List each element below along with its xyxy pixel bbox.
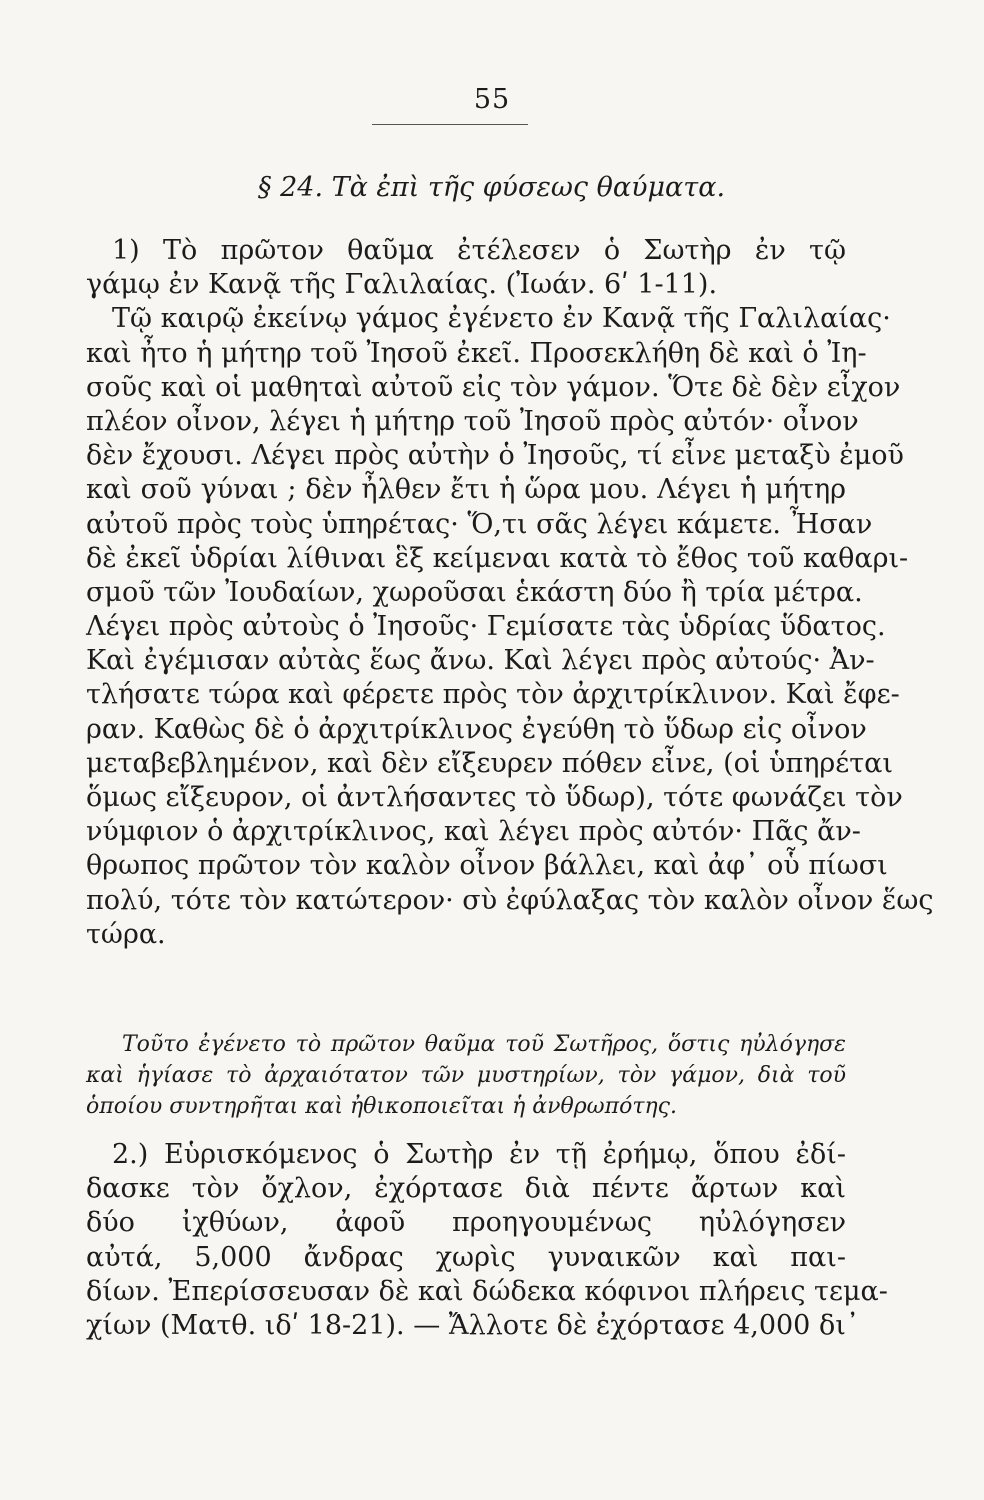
text-line: δίων. Ἐπερίσσευσαν δὲ καὶ δώδεκα κόφινοι πλήρεις τεμα- [86, 1275, 888, 1307]
header-rule [372, 124, 528, 125]
text-line: τώρα. [86, 918, 166, 950]
text-line: ραν. Καθὼς δὲ ὁ ἀρχιτρίκλινος ἐγεύθη τὸ ὕδωρ εἰς οἶνον [86, 713, 867, 745]
paragraph-2 [86, 1138, 888, 1343]
text-line: δὲ ἐκεῖ ὑδρίαι λίθιναι ἓξ κείμεναι κατὰ τὸ ἔθος τοῦ καθαρι- [86, 542, 909, 574]
paragraph-1 [86, 234, 934, 952]
text-line: θρωπος πρῶτον τὸν καλὸν οἶνον βάλλει, καὶ ἀφ᾽ οὗ πίωσι [86, 850, 888, 882]
text-line: σοῦς καὶ οἱ μαθηταὶ αὐτοῦ εἰς τὸν γάμον. Ὅτε δὲ δὲν εἶχον [86, 371, 901, 403]
page-number: 55 [473, 84, 511, 115]
text-line: μεταβεβλημένον, καὶ δὲν εἴξευρεν πόθεν εἶνε, (οἱ ὑπηρέται [86, 747, 893, 779]
note-line: καὶ ἡγίασε τὸ ἀρχαιότατον τῶν μυστηρίων, τὸν γάμον, διὰ τοῦ [86, 1063, 846, 1088]
text-line: δασκε τὸν ὄχλον, ἐχόρτασε διὰ πέντε ἄρτων καὶ [86, 1173, 846, 1205]
text-line: πολύ, τότε τὸν κατώτερον· σὺ ἐφύλαξας τὸν καλὸν οἶνον ἕως [86, 884, 934, 916]
note-line: ὁποίου συντηρῆται καὶ ἠθικοποιεῖται ἡ ἀνθρωπότης. [86, 1094, 677, 1119]
text-line: Τῷ καιρῷ ἐκείνῳ γάμος ἐγένετο ἐν Κανᾷ τῆς Γαλιλαίας· [112, 303, 891, 335]
text-line: δὲν ἔχουσι. Λέγει πρὸς αὐτὴν ὁ Ἰησοῦς, τί εἶνε μεταξὺ ἐμοῦ [86, 440, 904, 472]
text-line: σμοῦ τῶν Ἰουδαίων, χωροῦσαι ἑκάστη δύο ἢ τρία μέτρα. [86, 576, 863, 608]
text-line: νύμφιον ὁ ἀρχιτρίκλινος, καὶ λέγει πρὸς αὐτόν· Πᾶς ἄν- [86, 816, 861, 848]
text-line: γάμῳ ἐν Κανᾷ τῆς Γαλιλαίας. (Ἰωάν. 6ʹ 1-11). [86, 269, 718, 301]
note-line: Τοῦτο ἐγένετο τὸ πρῶτον θαῦμα τοῦ Σωτῆρος, ὅστις ηὐλόγησε [122, 1032, 846, 1057]
text-line: τλήσατε τώρα καὶ φέρετε πρὸς τὸν ἀρχιτρίκλινον. Καὶ ἔφε- [86, 679, 900, 711]
text-line: Λέγει πρὸς αὐτοὺς ὁ Ἰησοῦς· Γεμίσατε τὰς ὑδρίας ὕδατος. [86, 611, 886, 643]
commentary-note [86, 1029, 846, 1122]
text-line: χίων (Ματθ. ιδʹ 18-21). — Ἄλλοτε δὲ ἐχόρτασε 4,000 δι᾽ [86, 1309, 860, 1341]
text-line: 2.) Εὑρισκόμενος ὁ Σωτὴρ ἐν τῇ ἐρήμῳ, ὅπου ἐδί- [112, 1139, 846, 1170]
text-line: Καὶ ἐγέμισαν αὐτὰς ἕως ἄνω. Καὶ λέγει πρὸς αὐτούς· Ἀν- [86, 645, 875, 677]
text-line: 1) Τὸ πρῶτον θαῦμα ἐτέλεσεν ὁ Σωτὴρ ἐν τῷ [112, 235, 846, 266]
text-line: πλέον οἶνον, λέγει ἡ μήτηρ τοῦ Ἰησοῦ πρὸς αὐτόν· οἶνον [86, 405, 859, 437]
text-line: καὶ ἦτο ἡ μήτηρ τοῦ Ἰησοῦ ἐκεῖ. Προσεκλήθη δὲ καὶ ὁ Ἰη- [86, 337, 867, 369]
text-line: δύο ἰχθύων, ἀφοῦ προηγουμένως ηὐλόγησεν [86, 1207, 846, 1239]
text-line: ὅμως εἴξευρον, οἱ ἀντλήσαντες τὸ ὕδωρ), τότε φωνάζει τὸν [86, 782, 903, 813]
text-line: αὐτοῦ πρὸς τοὺς ὑπηρέτας· Ὅ,τι σᾶς λέγει κάμετε. Ἦσαν [86, 508, 873, 540]
section-heading: § 24. Τὰ ἐπὶ τῆς φύσεως θαύματα. [258, 172, 726, 203]
text-line: καὶ σοῦ γύναι ; δὲν ἦλθεν ἔτι ἡ ὥρα μου. Λέγει ἡ μήτηρ [86, 474, 846, 506]
text-line: αὐτά, 5,000 ἄνδρας χωρὶς γυναικῶν καὶ παι- [86, 1241, 846, 1273]
